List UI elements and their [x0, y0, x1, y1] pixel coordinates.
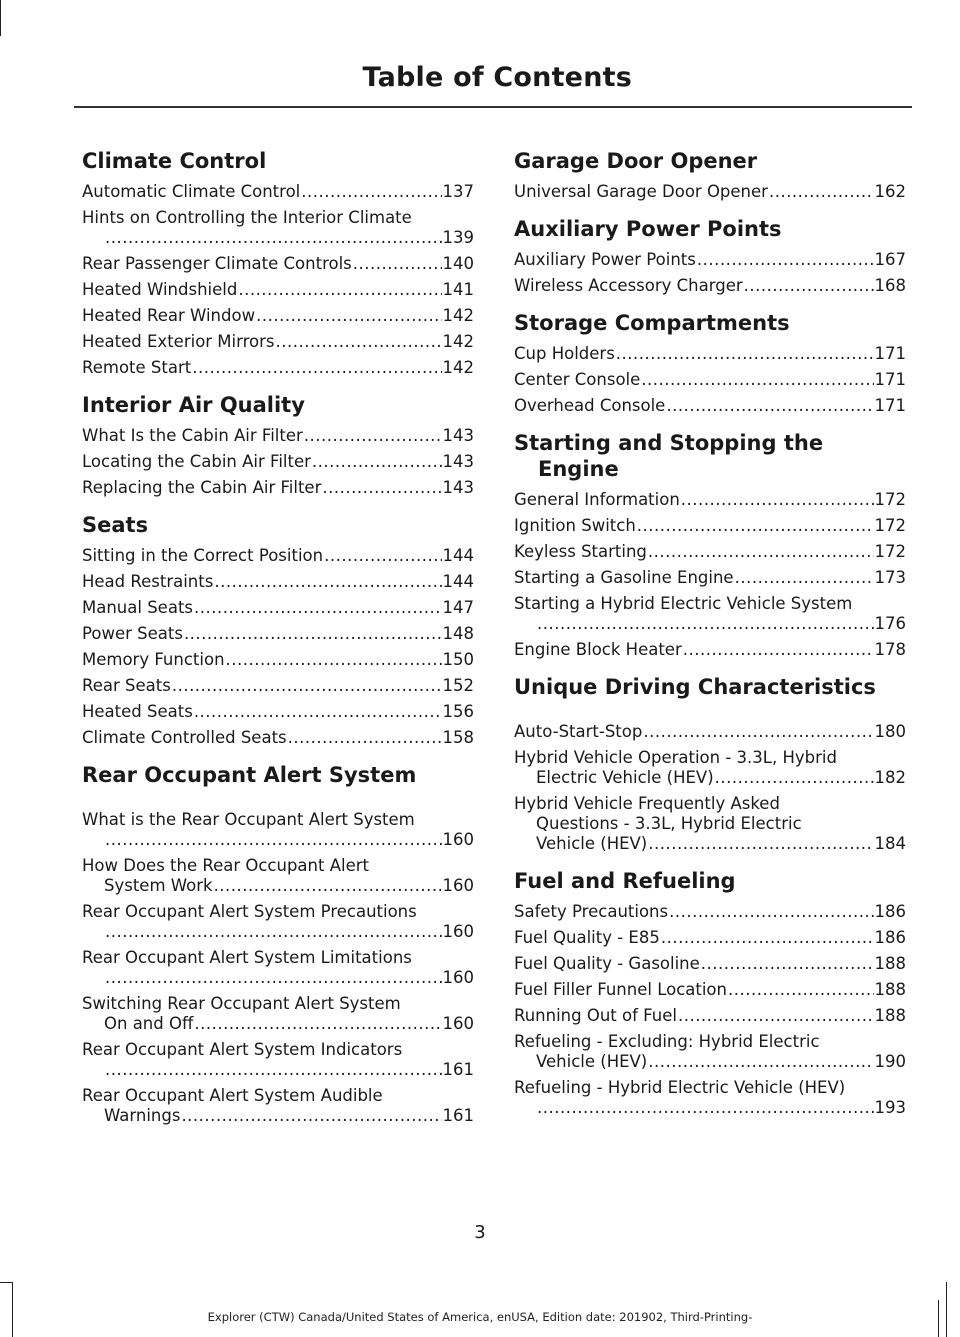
toc-section-climate-control: [82, 148, 474, 378]
entry-page-number: 168: [874, 276, 906, 295]
section-heading: Auxiliary Power Points: [514, 217, 782, 241]
dot-leader: [353, 254, 442, 274]
entry-page-number: 137: [442, 182, 474, 201]
toc-entry[interactable]: [514, 640, 906, 660]
entry-title: Vehicle (HEV): [536, 834, 648, 853]
entry-page-number: 173: [874, 568, 906, 587]
entry-title: Vehicle (HEV): [536, 1052, 648, 1071]
entry-page-number: 148: [442, 624, 474, 643]
entry-title: Heated Seats: [82, 702, 193, 721]
dot-leader: [105, 968, 442, 988]
dot-leader: [701, 954, 874, 974]
dot-leader: [226, 650, 442, 670]
toc-section-starting-and-stopping-the-engine: [514, 430, 906, 660]
dot-leader: [276, 332, 442, 352]
entry-title: Replacing the Cabin Air Filter: [82, 478, 322, 497]
dot-leader: [744, 276, 874, 296]
entry-title: Questions - 3.3L, Hybrid Electric: [536, 814, 802, 833]
section-heading: Starting and Stopping the Engine: [514, 431, 824, 481]
entry-page-number: 141: [442, 280, 474, 299]
entry-title: Automatic Climate Control: [82, 182, 301, 201]
entry-page-number: 160: [442, 968, 474, 987]
toc-section-fuel-and-refueling: [514, 868, 906, 1118]
toc-entry[interactable]: [82, 856, 474, 896]
crop-mark: [0, 0, 1, 36]
section-heading: Storage Compartments: [514, 311, 790, 335]
entry-page-number: 171: [874, 396, 906, 415]
entry-title: What Is the Cabin Air Filter: [82, 426, 303, 445]
entry-title: Fuel Filler Funnel Location: [514, 980, 727, 999]
toc-entry[interactable]: [82, 254, 474, 274]
entry-title: Hybrid Vehicle Operation - 3.3L, Hybrid: [514, 748, 837, 767]
dot-leader: [256, 306, 441, 326]
dot-leader: [643, 722, 873, 742]
toc-entry[interactable]: [514, 1006, 906, 1026]
dot-leader: [194, 598, 441, 618]
toc-entry[interactable]: [82, 624, 474, 644]
entry-title: Switching Rear Occupant Alert System: [82, 994, 401, 1013]
toc-entry[interactable]: [82, 810, 474, 850]
entry-title: Refueling - Hybrid Electric Vehicle (HEV): [514, 1078, 846, 1097]
entry-title: Hybrid Vehicle Frequently Asked: [514, 794, 780, 813]
toc-section-garage-door-opener: [514, 148, 906, 202]
entry-title: Center Console: [514, 370, 641, 389]
toc-section-storage-compartments: [514, 310, 906, 416]
entry-page-number: 188: [874, 980, 906, 999]
entry-page-number: 160: [442, 830, 474, 849]
entry-title: Wireless Accessory Charger: [514, 276, 743, 295]
entry-page-number: 150: [442, 650, 474, 669]
entry-page-number: 178: [874, 640, 906, 659]
entry-title: Rear Occupant Alert System Indicators: [82, 1040, 403, 1059]
dot-leader: [214, 572, 441, 592]
dot-leader: [105, 830, 442, 850]
dot-leader: [105, 228, 442, 248]
dot-leader: [648, 834, 873, 854]
toc-section-interior-air-quality: [82, 392, 474, 498]
toc-entry[interactable]: [514, 516, 906, 536]
entry-page-number: 186: [874, 902, 906, 921]
entry-page-number: 162: [874, 182, 906, 201]
entry-page-number: 156: [442, 702, 474, 721]
dot-leader: [214, 876, 442, 896]
entry-title: Refueling - Excluding: Hybrid Electric: [514, 1032, 820, 1051]
entry-page-number: 143: [442, 452, 474, 471]
entry-title: Keyless Starting: [514, 542, 647, 561]
toc-entry[interactable]: [514, 594, 906, 634]
toc-entry[interactable]: [82, 572, 474, 592]
dot-leader: [312, 452, 442, 472]
entry-title: Starting a Gasoline Engine: [514, 568, 734, 587]
entry-page-number: 172: [874, 490, 906, 509]
entry-title: Heated Rear Window: [82, 306, 256, 325]
dot-leader: [678, 1006, 874, 1026]
entry-title: Rear Occupant Alert System Precautions: [82, 902, 417, 921]
entry-title: Manual Seats: [82, 598, 194, 617]
toc-section-rear-occupant-alert-system: [82, 762, 474, 1126]
entry-page-number: 171: [874, 344, 906, 363]
dot-leader: [105, 1060, 442, 1080]
section-heading: Rear Occupant Alert System: [82, 763, 417, 787]
entry-title: How Does the Rear Occupant Alert: [82, 856, 369, 875]
entry-page-number: 160: [442, 922, 474, 941]
toc-entry[interactable]: [82, 426, 474, 446]
dot-leader: [697, 250, 874, 270]
entry-page-number: 142: [442, 306, 474, 325]
entry-page-number: 143: [442, 478, 474, 497]
entry-title: Fuel Quality - E85: [514, 928, 660, 947]
toc-entry[interactable]: [82, 1040, 474, 1080]
dot-leader: [172, 676, 442, 696]
toc-entry[interactable]: [82, 598, 474, 618]
toc-entry[interactable]: [82, 306, 474, 326]
entry-title: Remote Start: [82, 358, 192, 377]
toc-entry[interactable]: [82, 948, 474, 988]
toc-entry[interactable]: [82, 280, 474, 300]
entry-page-number: 188: [874, 1006, 906, 1025]
entry-title: Climate Controlled Seats: [82, 728, 287, 747]
dot-leader: [181, 1106, 441, 1126]
entry-title: Sitting in the Correct Position: [82, 546, 324, 565]
toc-section-unique-driving-characteristics: [514, 674, 906, 854]
toc-entry[interactable]: [514, 182, 906, 202]
toc-entry[interactable]: [514, 344, 906, 364]
dot-leader: [641, 370, 873, 390]
section-heading: Garage Door Opener: [514, 149, 758, 173]
footer-edition-info: Explorer (CTW) Canada/United States of America, enUSA, Edition date: 201902, Third-Printing-: [207, 1310, 753, 1324]
entry-title: Auto-Start-Stop: [514, 722, 643, 741]
dot-leader: [192, 358, 441, 378]
toc-entry[interactable]: [514, 980, 906, 1000]
entry-page-number: 190: [874, 1052, 906, 1071]
toc-entry[interactable]: [82, 994, 474, 1034]
entry-title: Warnings: [104, 1106, 181, 1125]
dot-leader: [715, 768, 874, 788]
toc-left-column: [82, 148, 474, 1140]
entry-page-number: 140: [442, 254, 474, 273]
dot-leader: [728, 980, 874, 1000]
toc-entry[interactable]: [514, 954, 906, 974]
section-heading: Fuel and Refueling: [514, 869, 736, 893]
dot-leader: [666, 396, 873, 416]
section-heading: Climate Control: [82, 149, 267, 173]
entry-title: Overhead Console: [514, 396, 666, 415]
toc-entry[interactable]: [82, 546, 474, 566]
entry-page-number: 160: [442, 876, 474, 895]
entry-title: Heated Exterior Mirrors: [82, 332, 275, 351]
entry-title: Fuel Quality - Gasoline: [514, 954, 700, 973]
toc-entry[interactable]: [514, 1078, 906, 1118]
entry-title: Engine Block Heater: [514, 640, 682, 659]
toc-entry[interactable]: [82, 208, 474, 248]
entry-page-number: 143: [442, 426, 474, 445]
entry-title: Electric Vehicle (HEV): [536, 768, 714, 787]
entry-page-number: 144: [442, 572, 474, 591]
dot-leader: [184, 624, 442, 644]
entry-page-number: 184: [874, 834, 906, 853]
toc-entry[interactable]: [514, 396, 906, 416]
entry-page-number: 161: [442, 1060, 474, 1079]
entry-page-number: 188: [874, 954, 906, 973]
toc-entry[interactable]: [514, 370, 906, 390]
entry-page-number: 193: [874, 1098, 906, 1117]
dot-leader: [637, 516, 874, 536]
toc-entry[interactable]: [82, 902, 474, 942]
entry-title: Memory Function: [82, 650, 225, 669]
entry-page-number: 147: [442, 598, 474, 617]
entry-page-number: 167: [874, 250, 906, 269]
toc-entry[interactable]: [82, 728, 474, 748]
entry-page-number: 142: [442, 358, 474, 377]
dot-leader: [683, 640, 874, 660]
toc-entry[interactable]: [82, 478, 474, 498]
entry-title: Starting a Hybrid Electric Vehicle System: [514, 594, 853, 613]
dot-leader: [288, 728, 442, 748]
dot-leader: [324, 546, 441, 566]
page-title: Table of Contents: [362, 62, 632, 93]
toc-entry[interactable]: [514, 542, 906, 562]
toc-entry[interactable]: [514, 722, 906, 742]
entry-title: On and Off: [104, 1014, 194, 1033]
entry-page-number: 182: [874, 768, 906, 787]
entry-page-number: 161: [442, 1106, 474, 1125]
toc-entry[interactable]: [514, 490, 906, 510]
toc-entry[interactable]: [514, 250, 906, 270]
toc-entry[interactable]: [82, 676, 474, 696]
dot-leader: [105, 922, 442, 942]
toc-entry[interactable]: [514, 748, 906, 788]
toc-right-column: [514, 148, 906, 1132]
crop-mark: [0, 1282, 12, 1283]
dot-leader: [648, 1052, 873, 1072]
toc-entry[interactable]: [514, 568, 906, 588]
entry-page-number: 158: [442, 728, 474, 747]
dot-leader: [661, 928, 874, 948]
entry-title: Hints on Controlling the Interior Climate: [82, 208, 412, 227]
entry-title: Ignition Switch: [514, 516, 636, 535]
section-heading: Unique Driving Characteristics: [514, 675, 876, 699]
entry-title: Rear Seats: [82, 676, 171, 695]
dot-leader: [681, 490, 874, 510]
entry-page-number: 152: [442, 676, 474, 695]
entry-page-number: 176: [874, 614, 906, 633]
toc-entry[interactable]: [82, 332, 474, 352]
toc-entry[interactable]: [514, 794, 906, 854]
entry-page-number: 160: [442, 1014, 474, 1033]
entry-title: Heated Windshield: [82, 280, 238, 299]
entry-page-number: 142: [442, 332, 474, 351]
entry-title: Locating the Cabin Air Filter: [82, 452, 311, 471]
entry-page-number: 172: [874, 516, 906, 535]
entry-title: Rear Passenger Climate Controls: [82, 254, 352, 273]
toc-section-seats: [82, 512, 474, 748]
section-heading: Interior Air Quality: [82, 393, 305, 417]
dot-leader: [304, 426, 442, 446]
toc-section-auxiliary-power-points: [514, 216, 906, 296]
entry-page-number: 171: [874, 370, 906, 389]
section-heading: Seats: [82, 513, 149, 537]
entry-title: System Work: [104, 876, 213, 895]
dot-leader: [194, 1014, 441, 1034]
entry-title: Safety Precautions: [514, 902, 669, 921]
entry-title: General Information: [514, 490, 680, 509]
toc-entry[interactable]: [514, 928, 906, 948]
entry-title: What is the Rear Occupant Alert System: [82, 810, 415, 829]
toc-entry[interactable]: [82, 702, 474, 722]
dot-leader: [238, 280, 441, 300]
dot-leader: [301, 182, 441, 202]
dot-leader: [669, 902, 873, 922]
dot-leader: [322, 478, 441, 498]
toc-entry[interactable]: [82, 452, 474, 472]
entry-title: Auxiliary Power Points: [514, 250, 696, 269]
dot-leader: [194, 702, 442, 722]
entry-page-number: 186: [874, 928, 906, 947]
toc-entry[interactable]: [514, 1032, 906, 1072]
dot-leader: [735, 568, 874, 588]
entry-page-number: 180: [874, 722, 906, 741]
entry-page-number: 172: [874, 542, 906, 561]
toc-entry[interactable]: [514, 276, 906, 296]
entry-title: Power Seats: [82, 624, 183, 643]
dot-leader: [769, 182, 874, 202]
entry-title: Head Restraints: [82, 572, 214, 591]
toc-entry[interactable]: [514, 902, 906, 922]
entry-page-number: 144: [442, 546, 474, 565]
entry-title: Universal Garage Door Opener: [514, 182, 768, 201]
title-divider: [74, 106, 912, 108]
entry-title: Cup Holders: [514, 344, 615, 363]
dot-leader: [616, 344, 874, 364]
toc-entry[interactable]: [82, 182, 474, 202]
entry-title: Rear Occupant Alert System Audible: [82, 1086, 383, 1105]
toc-entry[interactable]: [82, 1086, 474, 1126]
toc-entry[interactable]: [82, 650, 474, 670]
entry-page-number: 139: [442, 228, 474, 247]
dot-leader: [537, 1098, 874, 1118]
page-number: 3: [474, 1222, 486, 1243]
dot-leader: [648, 542, 874, 562]
entry-title: Rear Occupant Alert System Limitations: [82, 948, 412, 967]
entry-title: Running Out of Fuel: [514, 1006, 677, 1025]
dot-leader: [537, 614, 874, 634]
toc-entry[interactable]: [82, 358, 474, 378]
